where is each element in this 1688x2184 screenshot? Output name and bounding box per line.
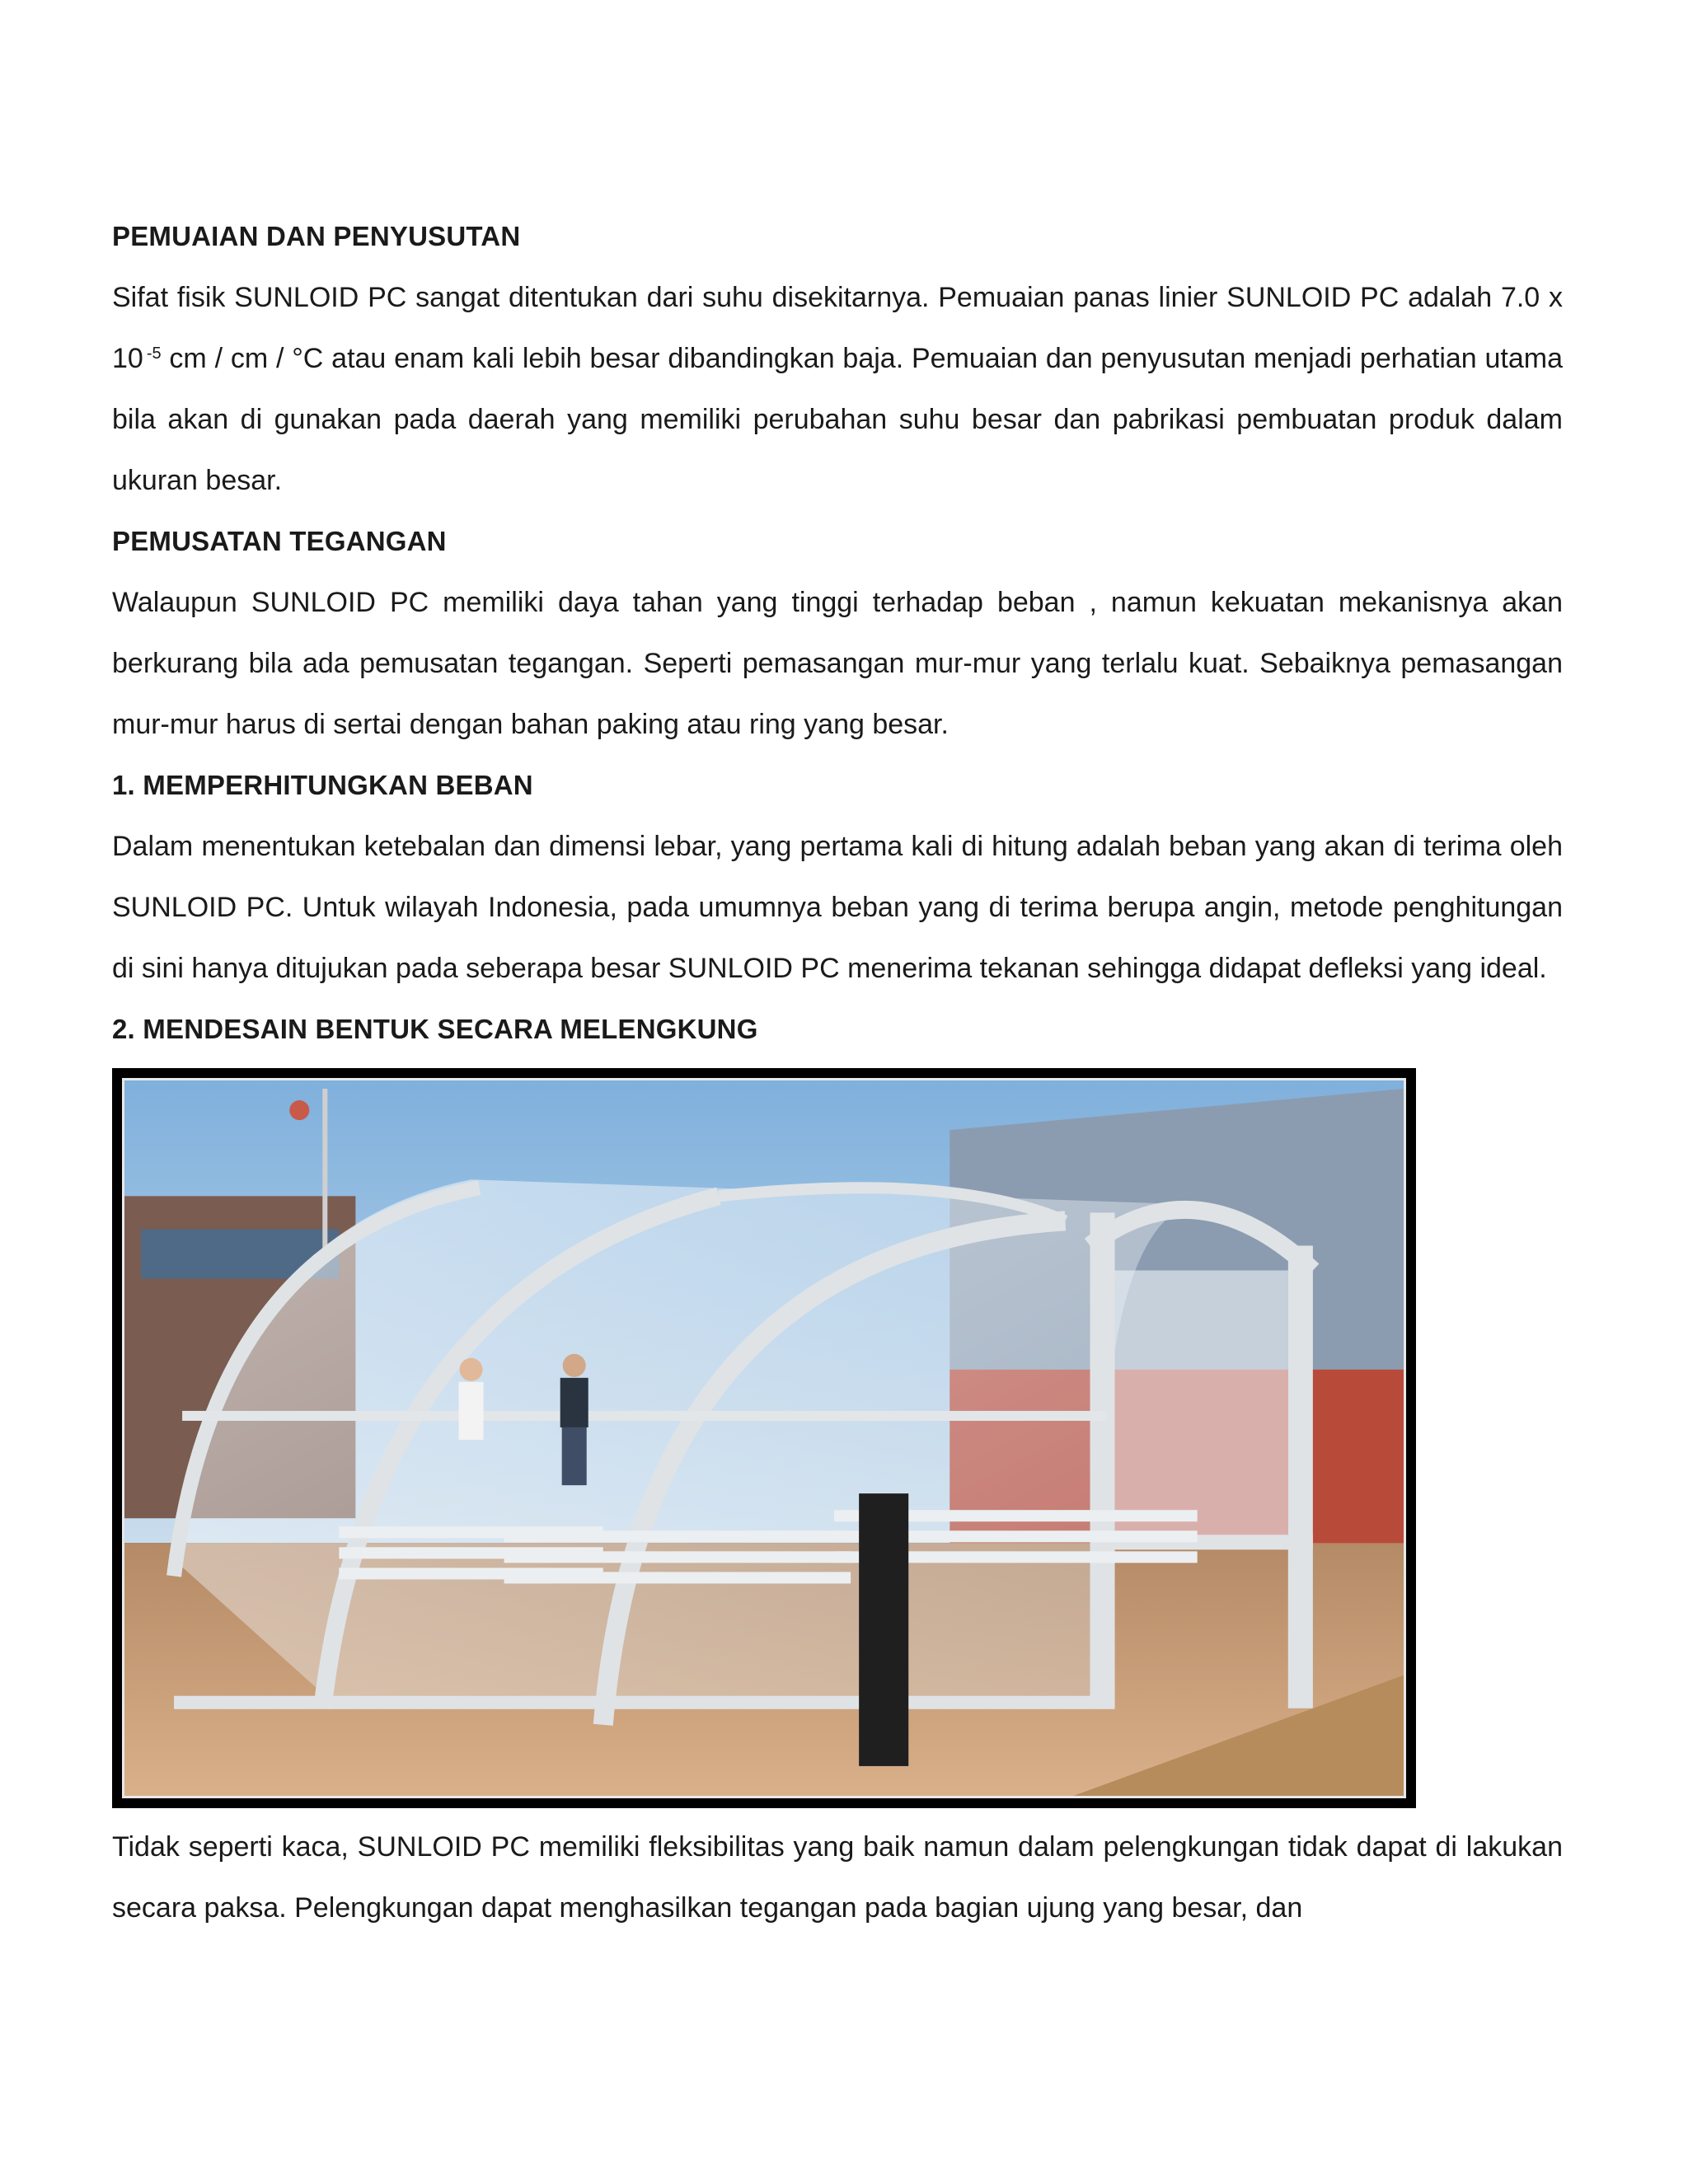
shelter-photo-frame bbox=[122, 1078, 1406, 1798]
paragraph-pemuaian-part-a: Sifat fisik SUNLOID PC sangat ditentukan dari suhu disekitarnya. Pemuaian panas linier SUNLOID PC adalah 7.0 x 10 bbox=[112, 282, 1563, 374]
document-body bbox=[112, 206, 1563, 1938]
info-panel bbox=[859, 1493, 908, 1766]
shelter-photo bbox=[112, 1068, 1416, 1808]
frame-post-right bbox=[1288, 1245, 1313, 1708]
frame-post-left bbox=[1090, 1212, 1115, 1708]
heading-pemusatan: PEMUSATAN TEGANGAN bbox=[112, 526, 447, 556]
heading-beban: 1. MEMPERHITUNGKAN BEBAN bbox=[112, 770, 533, 800]
paragraph-pemusatan: Walaupun SUNLOID PC memiliki daya tahan yang tinggi terhadap beban , namun kekuatan mekanisnya akan berkurang bila ada pemusatan tegangan. Seperti pemasangan mur-mur yang terlalu kuat. Sebaiknya pemasangan mur-mur harus di sertai dengan bahan paking atau ring yang besar. bbox=[112, 587, 1563, 740]
paragraph-pemuaian bbox=[112, 267, 1563, 511]
frame-glass bbox=[1115, 1271, 1288, 1544]
heading-pemuaian: PEMUAIAN DAN PENYUSUTAN bbox=[112, 221, 521, 251]
heading-melengkung: 2. MENDESAIN BENTUK SECARA MELENGKUNG bbox=[112, 1014, 758, 1044]
paragraph-pemuaian-part-b: cm / cm / °C atau enam kali lebih besar dibandingkan baja. Pemuaian dan penyusutan menjadi perhatian utama bila akan di gunakan pada daerah yang memiliki perubahan suhu besar dan pabrikasi pembuatan produk dalam ukuran besar. bbox=[112, 343, 1563, 496]
paragraph-beban: Dalam menentukan ketebalan dan dimensi lebar, yang pertama kali di hitung adalah beban yang akan di terima oleh SUNLOID PC. Untuk wilayah Indonesia, pada umumnya beban yang di terima berupa angin, metode penghitungan di sini hanya ditujukan pada seberapa besar SUNLOID PC menerima tekanan sehingga didapat defleksi yang ideal. bbox=[112, 831, 1563, 984]
side-rail bbox=[182, 1411, 1106, 1421]
base-rail bbox=[174, 1696, 1114, 1709]
lamp-pole bbox=[322, 1089, 327, 1254]
paragraph-melengkung: Tidak seperti kaca, SUNLOID PC memiliki fleksibilitas yang baik namun dalam pelengkungan tidak dapat di lakukan secara paksa. Pelengkungan dapat menghasilkan tegangan pada bagian ujung yang besar, dan bbox=[112, 1831, 1563, 1924]
exponent: -5 bbox=[146, 344, 162, 363]
shelter-illustration bbox=[124, 1080, 1404, 1796]
lamp-light bbox=[289, 1100, 309, 1120]
